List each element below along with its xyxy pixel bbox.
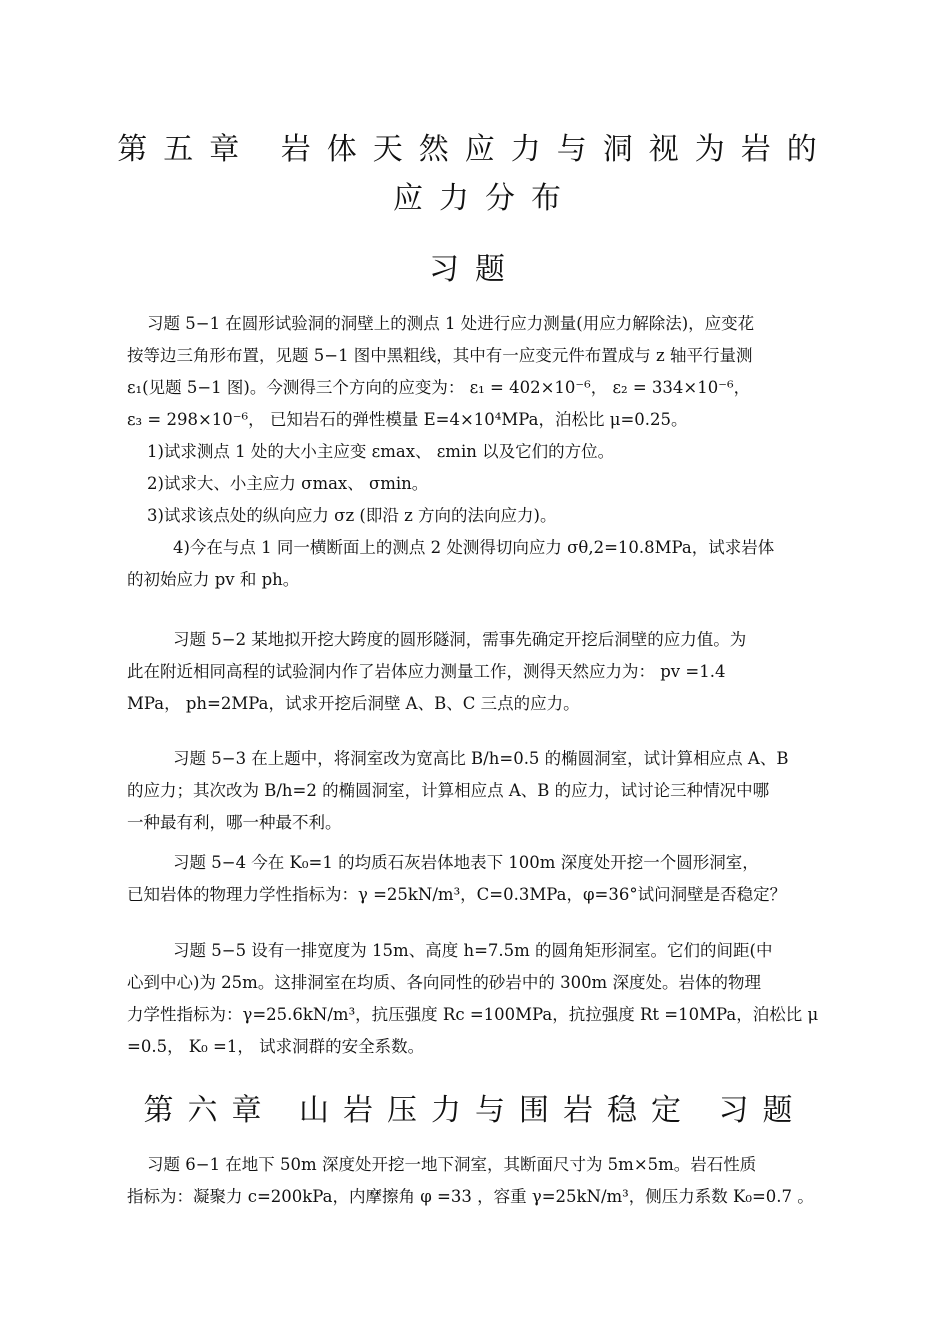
exercise-5-1-question1: 1)试求测点 1 处的大小主应变 εmax、 εmin 以及它们的方位。 <box>147 442 615 461</box>
exercise-5-5 <box>127 935 832 1063</box>
exercise-6-1 <box>127 1149 832 1213</box>
exercise-5-3-line1: 习题 5−3 在上题中，将洞室改为宽高比 B/h=0.5 的椭圆洞室，试计算相应点 A、B <box>173 749 789 768</box>
exercise-5-1-line3: ε₁(见题 5−1 图)。今测得三个方向的应变为： ε₁ = 402×10⁻⁶， ε₂ = 334×10⁻⁶， <box>127 378 751 397</box>
exercise-6-1-line1: 习题 6−1 在地下 50m 深度处开挖一地下洞室，其断面尺寸为 5m×5m。岩石性质 <box>147 1155 757 1174</box>
chapter5-title-line1: 第五章 岩体天然应力与洞视为岩的 <box>117 132 833 167</box>
exercise-5-4 <box>127 847 832 911</box>
exercise-5-5-line4: =0.5， K₀ =1， 试求洞群的安全系数。 <box>127 1037 425 1056</box>
exercise-5-1-line2: 按等边三角形布置，见题 5−1 图中黑粗线，其中有一应变元件布置成与 z 轴平行量测 <box>127 346 753 365</box>
exercise-5-1-question4b: 的初始应力 pv 和 ph。 <box>127 570 300 589</box>
exercise-5-2 <box>127 624 832 720</box>
exercise-5-4-line2: 已知岩体的物理力学性指标为：γ =25kN/m³，C=0.3MPa，φ=36°试问洞壁是否稳定？ <box>127 885 787 904</box>
exercise-5-1-line1: 习题 5−1 在圆形试验洞的洞壁上的测点 1 处进行应力测量(用应力解除法)，应变花 <box>147 314 755 333</box>
exercise-5-1-question2: 2)试求大、小主应力 σmax、 σmin。 <box>147 474 429 493</box>
exercise-5-1-question4a: 4)今在与点 1 同一横断面上的测点 2 处测得切向应力 σθ,2=10.8MPa，试求岩体 <box>173 538 775 557</box>
exercise-5-2-line2: 此在附近相同高程的试验洞内作了岩体应力测量工作，测得天然应力为： pv =1.4 <box>127 662 726 681</box>
exercise-5-5-line3: 力学性指标为：γ=25.6kN/m³，抗压强度 Rc =100MPa，抗拉强度 Rt =10MPa，泊松比 μ <box>127 1005 819 1024</box>
exercise-5-3-line3: 一种最有利，哪一种最不利。 <box>127 813 342 832</box>
exercise-5-3-line2: 的应力；其次改为 B/h=2 的椭圆洞室，计算相应点 A、B 的应力，试讨论三种情况中哪 <box>127 781 770 800</box>
exercise-5-5-line1: 习题 5−5 设有一排宽度为 15m、高度 h=7.5m 的圆角矩形洞室。它们的间距(中 <box>173 941 773 960</box>
exercise-5-4-line1: 习题 5−4 今在 K₀=1 的均质石灰岩体地表下 100m 深度处开挖一个圆形洞室， <box>173 853 759 872</box>
chapter6-title: 第六章 山岩压力与围岩稳定 习题 <box>143 1093 807 1128</box>
exercise-5-1 <box>127 308 832 596</box>
exercise-5-2-line3: MPa， ph=2MPa，试求开挖后洞壁 A、B、C 三点的应力。 <box>127 694 580 713</box>
exercise-5-3 <box>127 743 832 839</box>
exercise-5-2-line1: 习题 5−2 某地拟开挖大跨度的圆形隧洞，需事先确定开挖后洞壁的应力值。为 <box>173 630 747 649</box>
exercise-6-1-line2: 指标为：凝聚力 c=200kPa，内摩擦角 φ =33 ，容重 γ=25kN/m³，侧压力系数 K₀=0.7 。 <box>127 1187 814 1206</box>
chapter5-subtitle: 习题 <box>429 252 521 287</box>
exercise-5-5-line2: 心到中心)为 25m。这排洞室在均质、各向同性的砂岩中的 300m 深度处。岩体的物理 <box>127 973 761 992</box>
chapter5-title-line2: 应力分布 <box>393 181 577 216</box>
exercise-5-1-line4: ε₃ = 298×10⁻⁶， 已知岩石的弹性模量 E=4×10⁴MPa，泊松比 μ=0.25。 <box>127 410 688 429</box>
exercise-5-1-question3: 3)试求该点处的纵向应力 σz (即沿 z 方向的法向应力)。 <box>147 506 557 525</box>
